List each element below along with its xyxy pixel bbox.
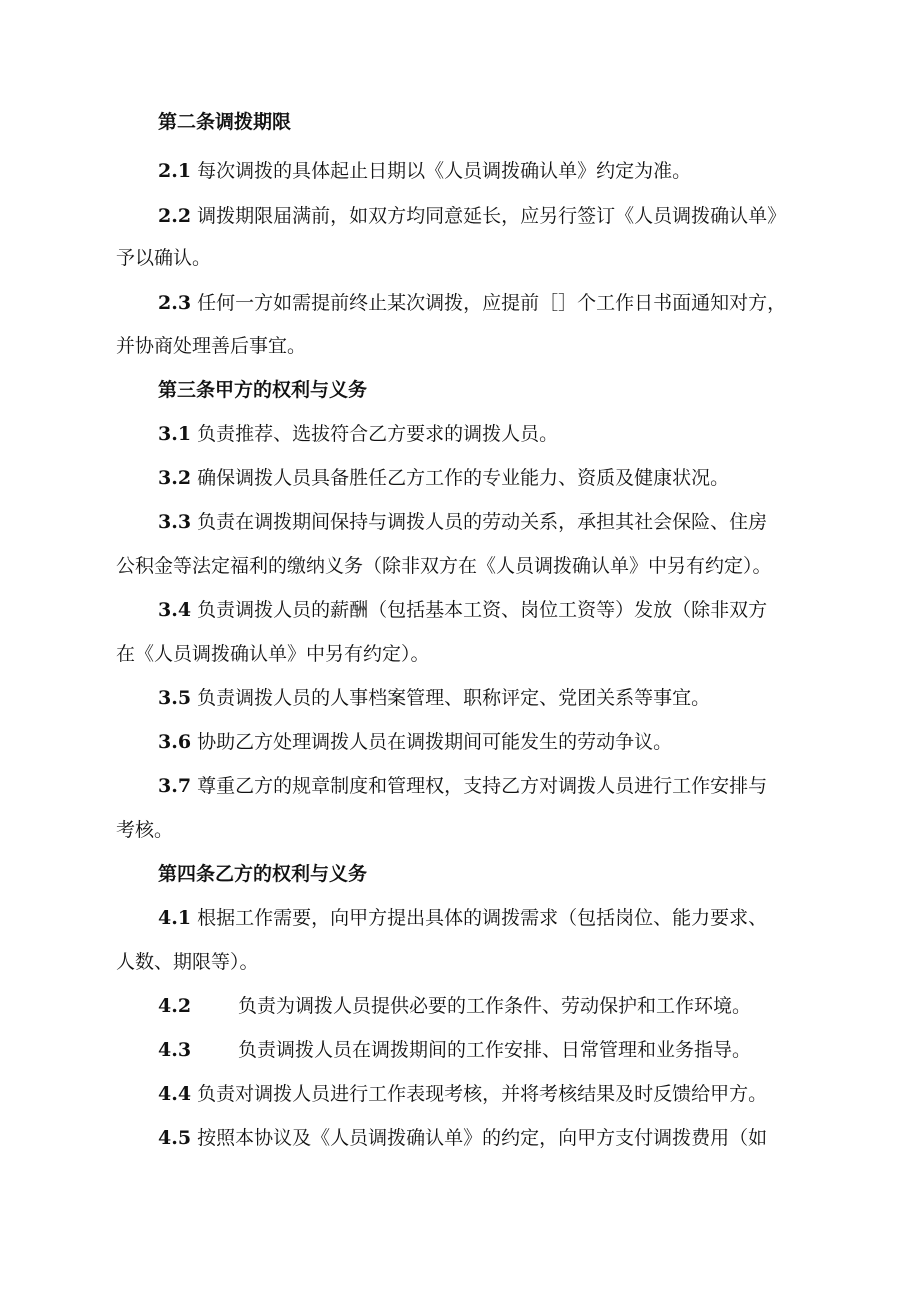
section-heading: 第二条调拨期限: [158, 111, 292, 133]
clause-text: 协助乙方处理调拨人员在调拨期间可能发生的劳动争议。: [191, 731, 673, 753]
clause-text: 负责调拨人员的薪酬（包括基本工资、岗位工资等）发放（除非双方: [191, 599, 768, 621]
clause-4-5: [158, 1126, 767, 1150]
section-heading: 第三条甲方的权利与义务: [158, 379, 368, 401]
clause-number: 4.4: [158, 1083, 192, 1105]
clause-number: 3.6: [158, 731, 192, 753]
clause-text-continued: 并协商处理善后事宜。: [116, 335, 307, 357]
clause-3-5: [158, 686, 710, 710]
clause-text: 负责推荐、选拔符合乙方要求的调拨人员。: [191, 423, 559, 445]
clause-number: 3.3: [158, 511, 192, 533]
clause-number: 3.7: [158, 775, 192, 797]
clause-number: 3.2: [158, 467, 192, 489]
clause-text: 负责调拨人员在调拨期间的工作安排、日常管理和业务指导。: [238, 1039, 752, 1061]
clause-3-6: [158, 730, 672, 754]
clause-text-continued: 考核。: [116, 819, 174, 841]
clause-text-continued: 公积金等法定福利的缴纳义务（除非双方在《人员调拨确认单》中另有约定）。: [116, 555, 772, 577]
clause-number: 2.1: [158, 160, 192, 182]
clause-4-1: [158, 906, 767, 930]
clause-2-1: [158, 159, 691, 183]
clause-4-3: [158, 1038, 751, 1062]
clause-3-2: [158, 466, 729, 490]
clause-text-continued: 人数、期限等）。: [116, 951, 259, 973]
clause-text: 按照本协议及《人员调拨确认单》的约定，向甲方支付调拨费用（如: [191, 1127, 768, 1149]
clause-number: 2.2: [158, 205, 192, 227]
clause-text: 负责为调拨人员提供必要的工作条件、劳动保护和工作环境。: [238, 995, 752, 1017]
clause-text: 负责调拨人员的人事档案管理、职称评定、党团关系等事宜。: [191, 687, 711, 709]
clause-number: 4.5: [158, 1127, 192, 1149]
clause-text: 负责在调拨期间保持与调拨人员的劳动关系，承担其社会保险、住房: [191, 511, 768, 533]
clause-text: 任何一方如需提前终止某次调拨，应提前［］个工作日书面通知对方，: [191, 292, 787, 314]
clause-number: 3.5: [158, 687, 192, 709]
clause-3-3: [158, 510, 767, 534]
clause-4-2: [158, 994, 751, 1018]
clause-number: 4.2: [158, 995, 192, 1017]
clause-text: 每次调拨的具体起止日期以《人员调拨确认单》约定为准。: [191, 160, 692, 182]
clause-text-continued: 在《人员调拨确认单》中另有约定）。: [116, 643, 430, 665]
clause-4-4: [158, 1082, 767, 1106]
clause-3-1: [158, 422, 558, 446]
clause-text: 调拨期限届满前，如双方均同意延长，应另行签订《人员调拨确认单》: [191, 205, 787, 227]
clause-number: 3.4: [158, 599, 192, 621]
clause-number: 2.3: [158, 292, 192, 314]
clause-text: 根据工作需要，向甲方提出具体的调拨需求（包括岗位、能力要求、: [191, 907, 768, 929]
section-heading: 第四条乙方的权利与义务: [158, 863, 368, 885]
clause-number: 4.1: [158, 907, 192, 929]
clause-text-continued: 予以确认。: [116, 247, 212, 269]
clause-2-3: [158, 291, 786, 315]
clause-3-7: [158, 774, 767, 798]
clause-number: 4.3: [158, 1039, 192, 1061]
clause-text: 确保调拨人员具备胜任乙方工作的专业能力、资质及健康状况。: [191, 467, 730, 489]
clause-2-2: [158, 204, 786, 228]
clause-number: 3.1: [158, 423, 192, 445]
clause-text: 尊重乙方的规章制度和管理权，支持乙方对调拨人员进行工作安排与: [191, 775, 768, 797]
clause-text: 负责对调拨人员进行工作表现考核，并将考核结果及时反馈给甲方。: [191, 1083, 768, 1105]
clause-3-4: [158, 598, 767, 622]
